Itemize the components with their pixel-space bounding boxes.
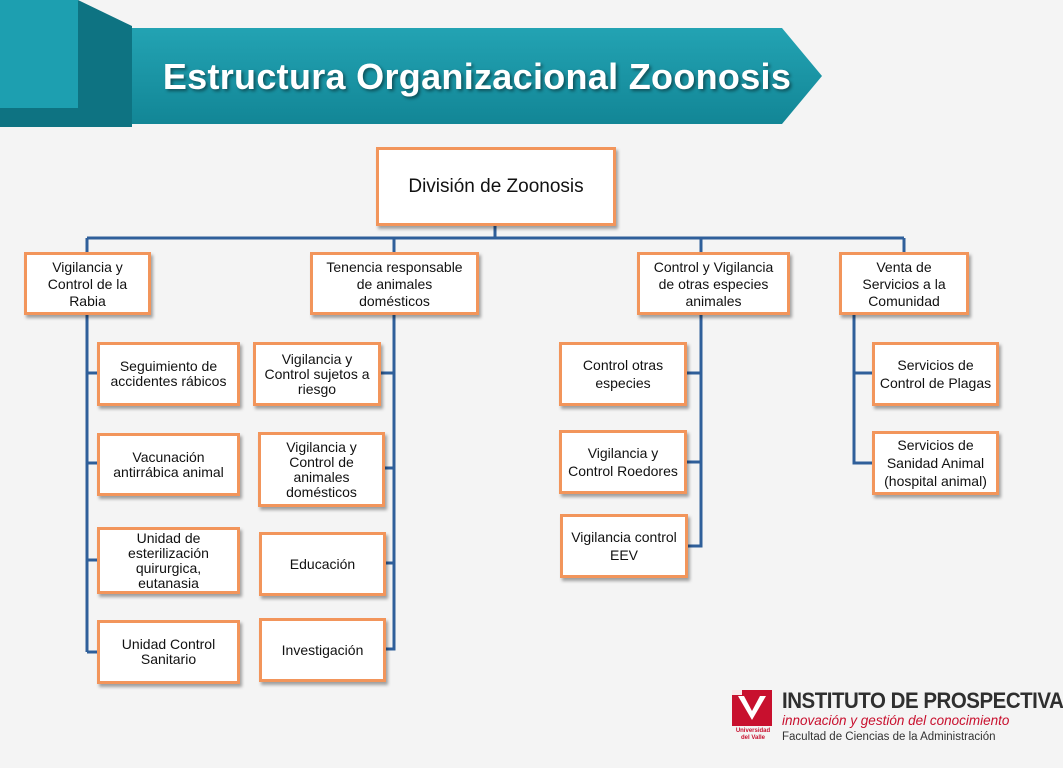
department-label-line: Vigilancia y xyxy=(52,259,123,275)
unit-label-line: Servicios de xyxy=(897,437,974,453)
trunk-venta xyxy=(854,315,872,463)
department-otras-especies xyxy=(637,252,790,315)
unit-label-line: Unidad de xyxy=(136,529,201,546)
unit-educacion xyxy=(259,532,386,596)
unit-vacunacion-antirrabica xyxy=(97,433,240,496)
institute-tagline: innovación y gestión del conocimiento xyxy=(782,713,1010,728)
faculty-name: Facultad de Ciencias de la Administración xyxy=(782,731,996,743)
unit-control-plagas xyxy=(872,342,999,406)
unit-sanidad-animal xyxy=(872,431,999,495)
unit-label-line: Control de xyxy=(289,453,354,470)
unit-label-line: Vigilancia y xyxy=(281,350,353,367)
unit-label-line: Control otras xyxy=(582,357,664,373)
org-root-box xyxy=(376,147,616,226)
institute-logo xyxy=(732,688,1063,750)
unit-label-line: Vigilancia y xyxy=(286,438,357,455)
unit-label-line: domésticos xyxy=(286,483,357,500)
department-label-line: de otras especies xyxy=(658,276,769,292)
unit-label-line: riesgo xyxy=(297,380,337,397)
unit-label-line: Sanitario xyxy=(140,651,197,667)
unit-label-line: accidentes rábicos xyxy=(110,373,227,389)
unit-label-line: Vigilancia control xyxy=(571,529,677,545)
unit-label-line: Control sujetos a xyxy=(264,365,370,382)
unit-control-otras-especies xyxy=(559,342,687,406)
department-label-line: animales xyxy=(685,293,742,309)
department-label-line: de animales xyxy=(356,276,433,292)
unit-label-line: Seguimiento de xyxy=(119,358,218,374)
unit-label-line: EEV xyxy=(609,547,638,563)
unit-label-line: Educación xyxy=(289,555,356,572)
department-label-line: Rabia xyxy=(69,293,106,309)
department-rabia xyxy=(24,252,151,315)
unit-label-line: esterilización xyxy=(128,544,209,561)
unit-label-line: animales xyxy=(293,468,350,485)
unit-control-sanitario xyxy=(97,620,240,684)
department-venta-servicios xyxy=(839,252,969,315)
institute-name: INSTITUTO DE PROSPECTIVA xyxy=(782,688,1063,713)
unit-label-line: (hospital animal) xyxy=(884,473,987,489)
unit-label-line: Investigación xyxy=(281,641,364,658)
unit-label-line: Vacunación xyxy=(132,448,205,465)
slide-title: Estructura Organizacional Zoonosis xyxy=(162,56,792,97)
unit-label-line: Unidad Control xyxy=(121,636,216,652)
department-label-line: Control y Vigilancia xyxy=(653,259,774,275)
department-label-line: Comunidad xyxy=(868,293,940,309)
university-name: Universidad del Valle xyxy=(735,728,771,741)
trunk-tenencia xyxy=(386,315,394,649)
unit-label-line: eutanasia xyxy=(138,574,199,591)
department-label-line: Tenencia responsable xyxy=(326,259,463,275)
department-tenencia xyxy=(310,252,479,315)
unit-label-line: Control de Plagas xyxy=(879,375,992,391)
unit-label-line: Servicios de xyxy=(897,357,974,373)
unit-label-line: especies xyxy=(595,375,651,391)
unit-label-line: Control Roedores xyxy=(568,463,678,479)
unit-investigacion xyxy=(259,618,386,682)
department-label-line: Control de la xyxy=(47,276,128,292)
unit-seguimiento-accidentes xyxy=(97,342,240,406)
unit-label-line: quirurgica, xyxy=(135,559,202,576)
department-label-line: domésticos xyxy=(359,293,430,309)
unit-label-line: antirrábica animal xyxy=(113,463,224,480)
department-label-line: Venta de xyxy=(876,259,932,275)
org-root-label: División de Zoonosis xyxy=(408,175,584,197)
unit-control-roedores xyxy=(559,430,687,494)
unit-animales-domesticos xyxy=(258,432,385,507)
unit-esterilizacion xyxy=(97,527,240,594)
unit-label-line: Vigilancia y xyxy=(587,445,659,461)
trunk-otras-especies xyxy=(688,315,701,546)
unit-label-line: Sanidad Animal xyxy=(886,455,985,471)
unit-vigilancia-eev xyxy=(560,514,688,578)
unit-sujetos-riesgo xyxy=(253,342,381,406)
department-label-line: Servicios a la xyxy=(862,276,946,292)
